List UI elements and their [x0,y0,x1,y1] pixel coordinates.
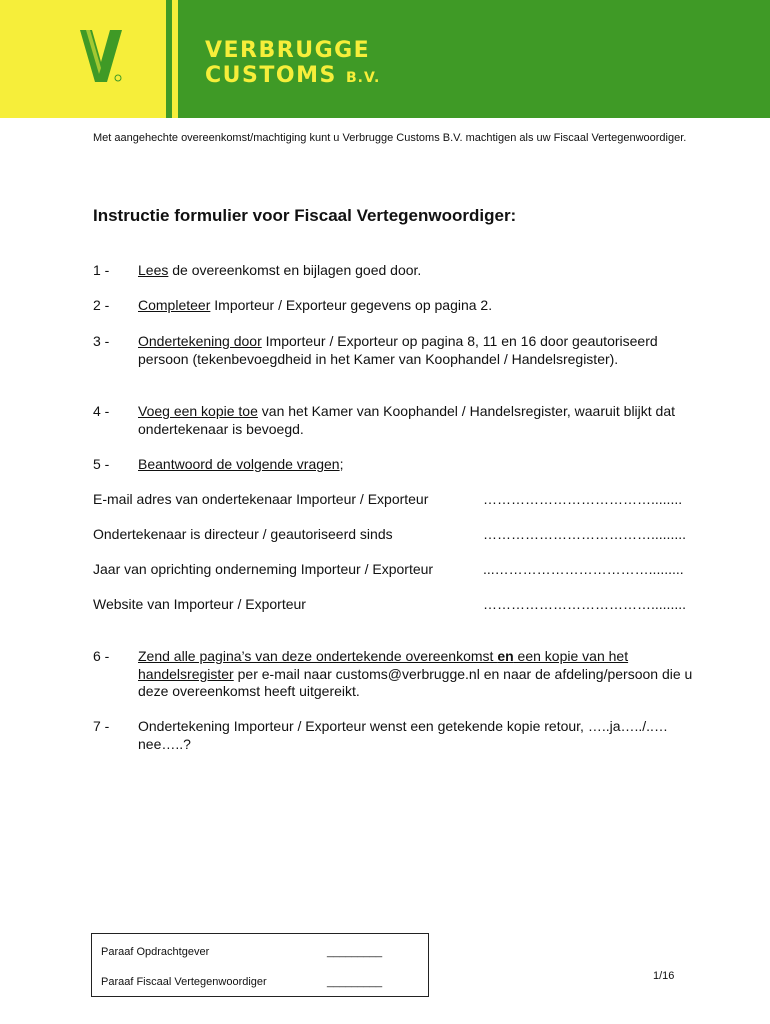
question-label: Website van Importeur / Exporteur [93,596,306,612]
initials-label: Paraaf Opdrachtgever [101,946,210,958]
step-number: 5 - [93,456,110,472]
step-number: 6 - [93,648,110,664]
question-label: E-mail adres van ondertekenaar Importeur / Exporteur [93,491,429,507]
question-label: Ondertekenaar is directeur / geautoriseerd sinds [93,526,393,542]
intro-text: Met aangehechte overeenkomst/machtiging kunt u Verbrugge Customs B.V. machtigen als uw Fiscaal Vertegenwoordiger. [93,132,687,144]
company-name [205,38,380,91]
company-name-line2 [205,63,380,91]
step-text: Ondertekening Importeur / Exporteur wenst een getekende kopie retour, …..ja…../..…nee…..? [138,718,668,752]
company-name-bv: B.V. [345,70,381,86]
step-text [138,333,693,368]
step-action: Zend alle pagina’s van deze ondertekende overeenkomst [138,648,498,664]
step-detail: van het Kamer van Koophandel / Handelsregister, waaruit blijkt dat ondertekenaar is bevoegd. [138,403,676,437]
step-number: 2 - [93,297,110,313]
answer-field[interactable]: ………………………………......... [483,526,687,542]
initials-line[interactable]: _________ [327,946,383,958]
initials-row-client [101,946,421,958]
answer-field[interactable]: ………………………………......... [483,596,687,612]
step-number: 7 - [93,718,110,734]
step-text [138,297,693,315]
answer-field[interactable]: ………………………………........ [483,491,683,507]
step-text [138,403,693,438]
question-row-website [93,596,687,613]
step-action: Ondertekening door [138,333,262,349]
step-number: 4 - [93,403,110,419]
step-detail: de overeenkomst en bijlagen goed door. [168,262,422,278]
step-action: Completeer [138,297,211,313]
question-row-founding-year [93,561,684,578]
step-detail: Importeur / Exporteur op pagina 8, 11 en 16 door geautoriseerd persoon (tekenbevoegdheid in het Kamer van Koophandel / Handelsregister). [138,333,658,367]
step-action: Lees [138,262,169,278]
step-action: Beantwoord de volgende vragen [138,456,340,472]
step-detail: per e-mail naar customs@verbrugge.nl en naar de afdeling/persoon die u deze overeenkomst heeft uitgereikt. [138,665,693,699]
step-text [138,262,693,280]
initials-row-representative [101,976,421,988]
company-name-line1: VERBRUGGE [205,38,371,63]
answer-field[interactable]: ...……………………………......... [483,561,684,577]
step-action: Voeg een kopie toe [138,403,258,419]
step-detail: Importeur / Exporteur gegevens op pagina 2. [210,297,493,313]
initials-line[interactable]: _________ [327,976,383,988]
header-divider-stripe [172,0,178,118]
step-action-continued: een kopie van het handelsregister [138,648,629,682]
page-title: Instructie formulier voor Fiscaal Vertegenwoordiger: [93,206,517,225]
page-number: 1/16 [653,970,675,982]
question-label: Jaar van oprichting onderneming Importeur / Exporteur [93,561,434,577]
verbrugge-logo-icon [78,28,124,84]
step-number: 1 - [93,262,110,278]
company-name-customs: CUSTOMS [205,63,337,88]
question-row-email [93,491,683,508]
step-number: 3 - [93,333,110,349]
step-detail: ; [339,456,344,472]
step-text [138,456,693,474]
initials-box [91,933,429,997]
step-emphasis: en [497,648,514,664]
initials-label: Paraaf Fiscaal Vertegenwoordiger [101,976,267,988]
step-text [138,648,693,701]
question-row-authorized-since [93,526,687,543]
